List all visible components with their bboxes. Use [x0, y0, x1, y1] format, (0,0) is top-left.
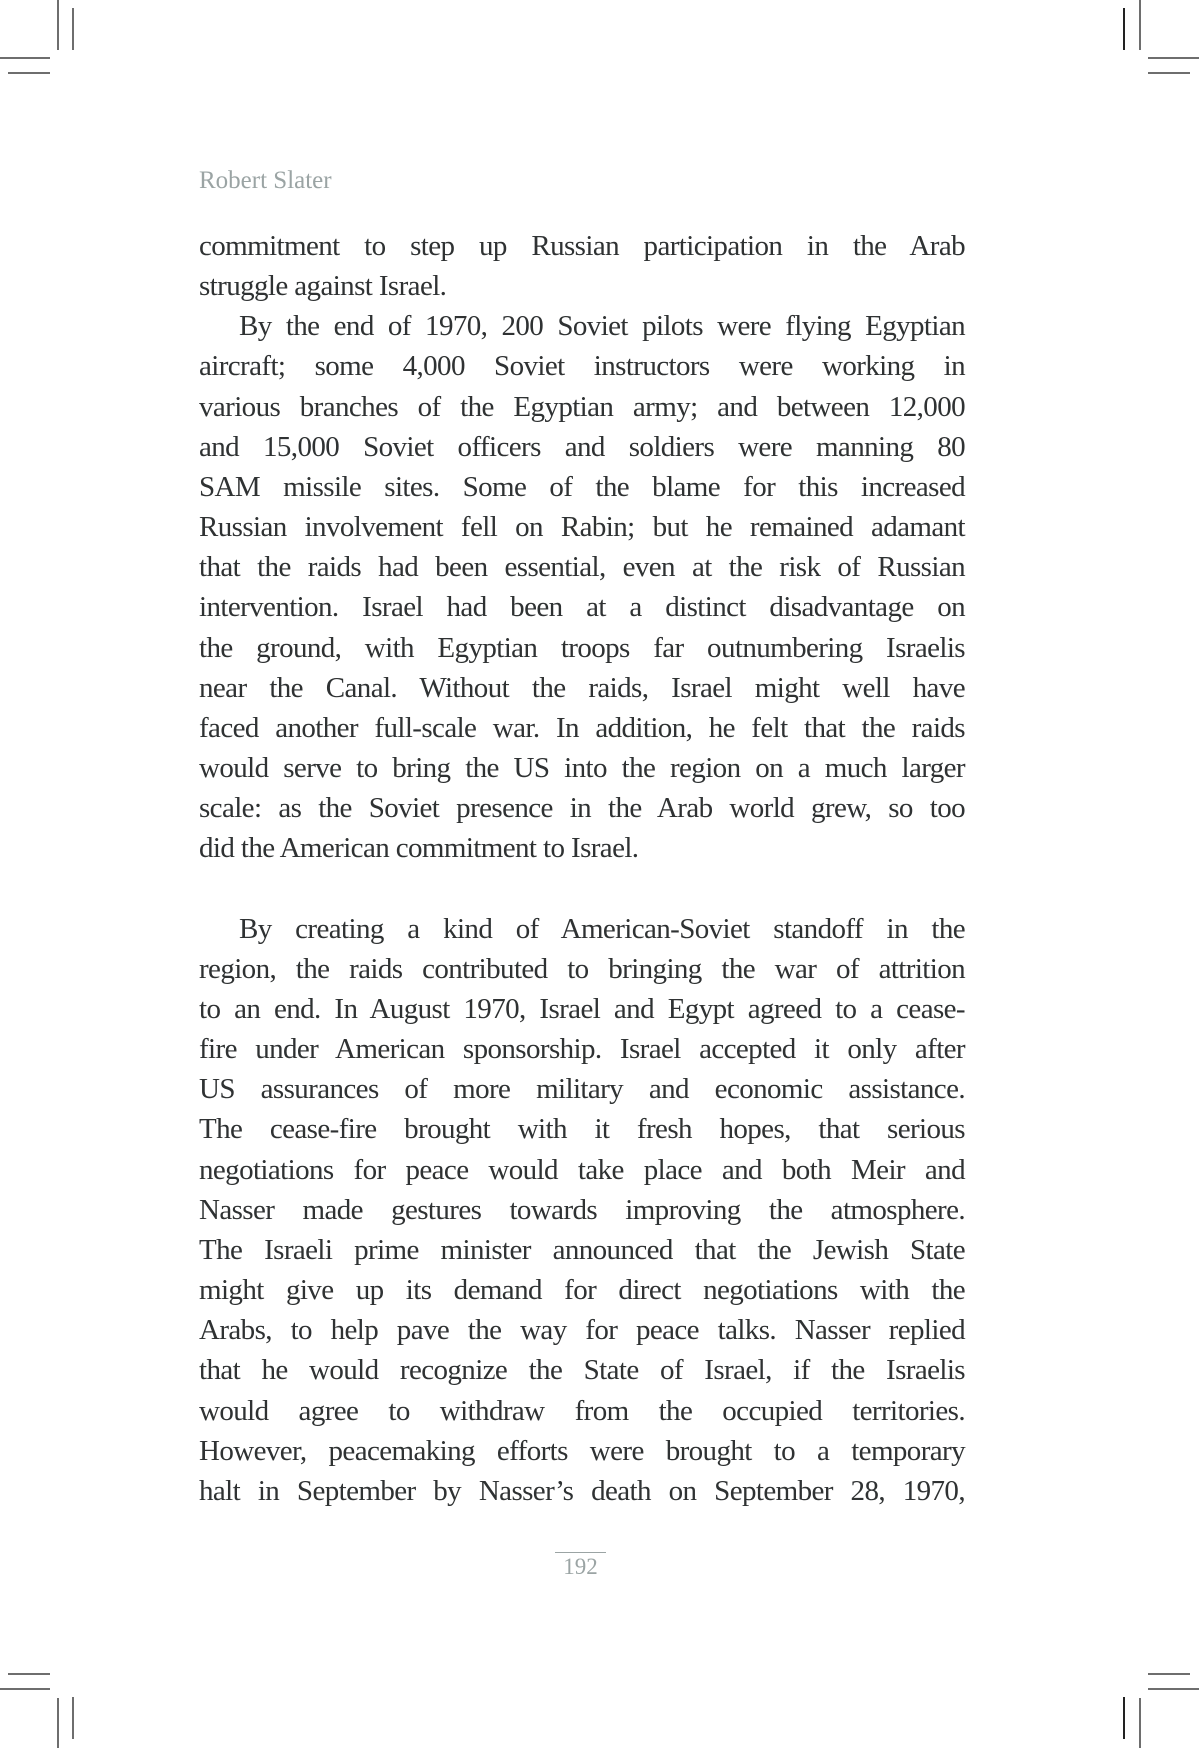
text-line: the ground, with Egyptian troops far outnumbering Israelis	[199, 631, 965, 664]
crop-mark	[8, 72, 50, 74]
text-line: various branches of the Egyptian army; and between 12,000	[199, 390, 965, 423]
paragraph	[199, 226, 965, 306]
text-line: might give up its demand for direct negotiations with the	[199, 1274, 965, 1307]
crop-mark	[1148, 72, 1190, 74]
crop-mark	[1148, 1673, 1190, 1675]
running-head: Robert Slater	[199, 167, 332, 194]
text-line: did the American commitment to Israel.	[199, 832, 639, 865]
text-line: region, the raids contributed to bringing the war of attrition	[199, 952, 965, 985]
crop-mark	[1123, 1697, 1125, 1739]
text-line: Arabs, to help pave the way for peace talks. Nasser replied	[199, 1314, 965, 1347]
text-line: Russian involvement fell on Rabin; but he remained adamant	[199, 511, 965, 544]
text-line: would agree to withdraw from the occupied territories.	[199, 1394, 965, 1427]
text-line: SAM missile sites. Some of the blame for this increased	[199, 470, 965, 503]
text-line: that he would recognize the State of Israel, if the Israelis	[199, 1354, 965, 1387]
text-line: The cease-fire brought with it fresh hopes, that serious	[199, 1113, 965, 1146]
text-line: faced another full-scale war. In addition, he felt that the raids	[199, 711, 965, 744]
crop-mark	[1123, 8, 1125, 50]
crop-mark	[57, 0, 59, 50]
crop-mark	[1148, 1688, 1199, 1690]
text-line: Nasser made gestures towards improving the atmosphere.	[199, 1193, 965, 1226]
text-line: The Israeli prime minister announced that the Jewish State	[199, 1233, 965, 1266]
text-line: US assurances of more military and economic assistance.	[199, 1073, 965, 1106]
text-line: However, peacemaking efforts were brought to a temporary	[199, 1434, 965, 1467]
text-line: that the raids had been essential, even at the risk of Russian	[199, 551, 965, 584]
crop-mark	[1148, 57, 1199, 59]
text-line: would serve to bring the US into the region on a much larger	[199, 752, 965, 785]
paragraph	[199, 909, 965, 1511]
crop-mark	[8, 1673, 50, 1675]
page-number: 192	[555, 1552, 606, 1581]
text-line: commitment to step up Russian participation in the Arab	[199, 230, 965, 262]
body-text	[199, 226, 965, 1511]
text-line: halt in September by Nasser’s death on September 28, 1970,	[199, 1474, 965, 1507]
text-line: scale: as the Soviet presence in the Arab world grew, so too	[199, 792, 965, 825]
text-line: to an end. In August 1970, Israel and Egypt agreed to a cease-	[199, 992, 965, 1025]
paragraph-gap	[199, 869, 965, 909]
text-line: near the Canal. Without the raids, Israel might well have	[199, 671, 965, 704]
crop-mark	[0, 57, 50, 59]
text-line: intervention. Israel had been at a distinct disadvantage on	[199, 591, 965, 624]
text-line: negotiations for peace would take place and both Meir and	[199, 1153, 965, 1186]
crop-mark	[1139, 0, 1141, 50]
crop-mark	[0, 1688, 50, 1690]
crop-mark	[1139, 1698, 1141, 1748]
paragraph	[199, 306, 965, 868]
text-line: and 15,000 Soviet officers and soldiers were manning 80	[199, 430, 965, 463]
text-line: By the end of 1970, 200 Soviet pilots were flying Egyptian	[239, 310, 965, 343]
text-line: fire under American sponsorship. Israel accepted it only after	[199, 1033, 965, 1066]
crop-mark	[57, 1698, 59, 1748]
text-line: By creating a kind of American-Soviet standoff in the	[239, 912, 965, 945]
crop-mark	[72, 1697, 74, 1739]
text-line: struggle against Israel.	[199, 270, 447, 303]
text-line: aircraft; some 4,000 Soviet instructors were working in	[199, 350, 965, 383]
crop-mark	[72, 8, 74, 50]
